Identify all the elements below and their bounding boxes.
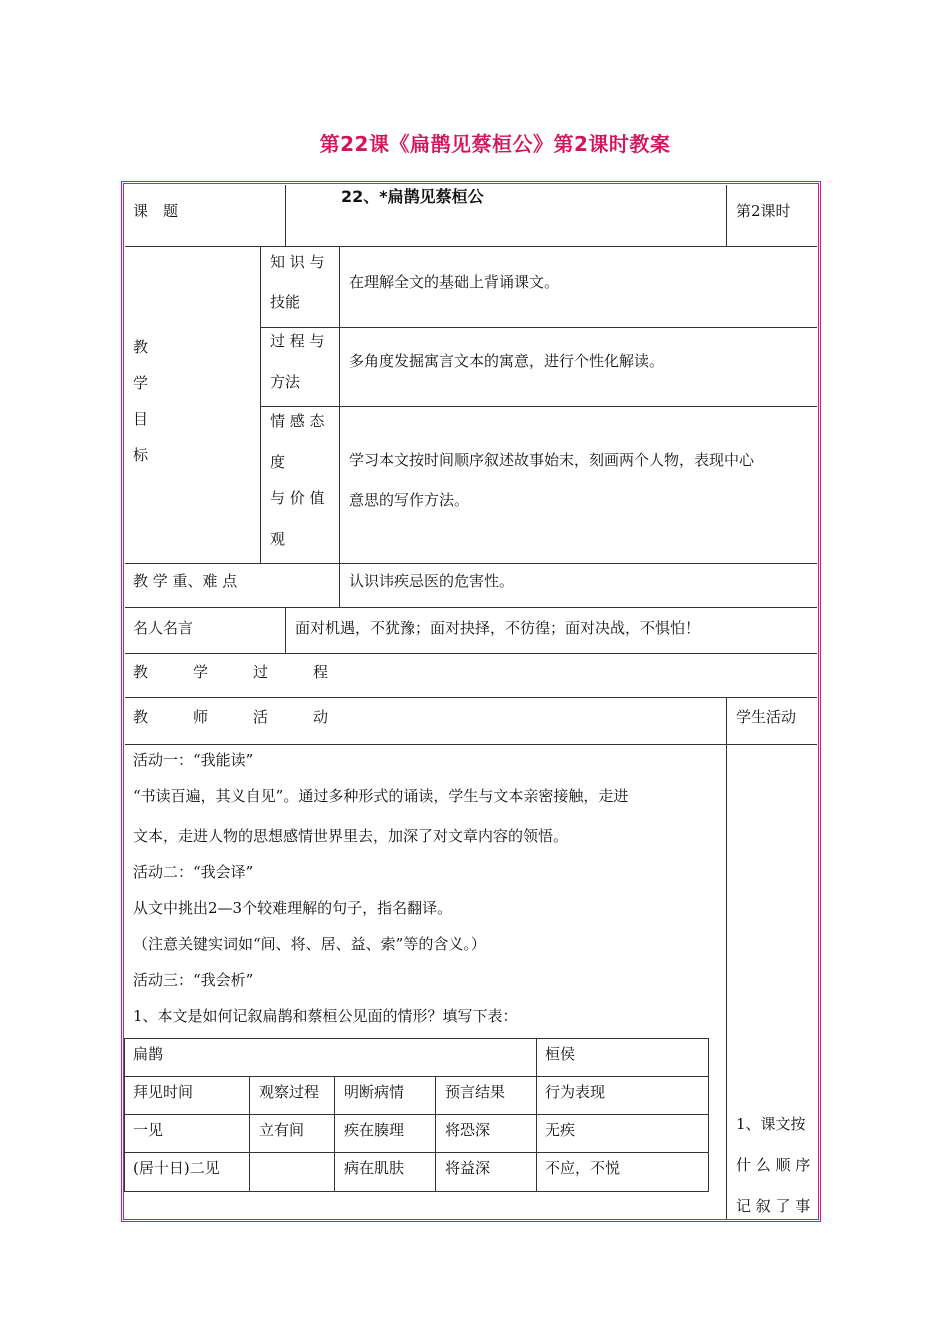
inner-group-header: 扁鹊 (133, 1045, 164, 1063)
teacher-activity-line: 1、本文是如何记叙扁鹊和蔡桓公见面的情形？填写下表： (133, 1007, 518, 1025)
objective-category: 知 识 与 (270, 253, 325, 271)
student-activity-line: 什 么 顺 序 (736, 1156, 811, 1174)
grid-line (125, 246, 817, 247)
student-activity-line: 1、课文按 (736, 1115, 806, 1133)
teacher-activity-line: 活动二：“我会译” (133, 863, 254, 881)
inner-grid-line (708, 1038, 709, 1192)
inner-table-cell: 病在肌肤 (344, 1159, 405, 1177)
inner-grid-line (124, 1076, 709, 1077)
inner-grid-line (435, 1076, 436, 1192)
grid-line (125, 653, 817, 654)
lesson-name: 22、*扁鹊见蔡桓公 (341, 187, 484, 206)
objective-category: 度 (270, 453, 286, 471)
objective-content: 意思的写作方法。 (349, 491, 470, 509)
objective-content: 多角度发掘寓言文本的寓意，进行个性化解读。 (349, 352, 665, 370)
grid-line (726, 697, 727, 1219)
inner-table-cell: 一见 (133, 1121, 164, 1139)
inner-grid-line (124, 1038, 125, 1192)
quote-label: 名人名言 (133, 619, 194, 637)
inner-grid-line (124, 1114, 709, 1115)
process-label: 教 学 过 程 (133, 663, 329, 681)
grid-line (125, 744, 817, 745)
objective-category: 情 感 态 (270, 412, 325, 430)
teacher-activity-line: （注意关键实词如“间、将、居、益、索”等的含义。） (133, 935, 486, 953)
inner-column-header: 拜见时间 (133, 1083, 194, 1101)
grid-line (285, 185, 286, 247)
grid-line (260, 246, 261, 564)
inner-column-header: 行为表现 (545, 1083, 606, 1101)
grid-line (285, 607, 286, 654)
objective-category: 与 价 值 (270, 489, 325, 507)
objectives-label-char: 标 (133, 446, 149, 464)
inner-table-cell: (居十日)二见 (133, 1159, 220, 1177)
objective-category: 方法 (270, 373, 301, 391)
student-activity-line: 记 叙 了 事 (736, 1197, 811, 1215)
grid-line (726, 185, 727, 247)
student-activity-header: 学生活动 (736, 708, 797, 726)
inner-grid-line (124, 1152, 709, 1153)
objectives-label-char: 目 (133, 410, 149, 428)
inner-grid-line (249, 1076, 250, 1192)
grid-line (260, 327, 340, 328)
objective-category: 观 (270, 530, 286, 548)
grid-line (125, 563, 817, 564)
quote-content: 面对机遇，不犹豫；面对抉择，不彷徨；面对决战，不惧怕！ (295, 619, 701, 637)
objective-content: 学习本文按时间顺序叙述故事始末，刻画两个人物，表现中心 (349, 451, 755, 469)
inner-grid-line (124, 1191, 709, 1192)
grid-line (260, 406, 817, 407)
inner-column-header: 观察过程 (259, 1083, 320, 1101)
objective-category: 过 程 与 (270, 332, 325, 350)
inner-column-header: 明断病情 (344, 1083, 405, 1101)
grid-line (339, 327, 817, 328)
teacher-activity-line: 文本，走进人物的思想感情世界里去，加深了对文章内容的领悟。 (133, 827, 569, 845)
inner-table-cell: 无疾 (545, 1121, 576, 1139)
objectives-label-char: 学 (133, 374, 149, 392)
objective-content: 在理解全文的基础上背诵课文。 (349, 273, 560, 291)
inner-table-cell: 将恐深 (445, 1121, 491, 1139)
inner-table-cell: 立有间 (259, 1121, 305, 1139)
grid-line (339, 246, 340, 608)
lesson-period: 第2课时 (736, 202, 791, 220)
lesson-plan-table (121, 181, 821, 1222)
objectives-label-char: 教 (133, 338, 149, 356)
inner-table-cell: 不应，不悦 (545, 1159, 621, 1177)
document-title: 第22课《扁鹊见蔡桓公》第2课时教案 (319, 132, 671, 156)
inner-group-header: 桓侯 (545, 1045, 576, 1063)
teacher-activity-line: 活动三：“我会析” (133, 971, 254, 989)
inner-grid-line (334, 1076, 335, 1192)
teacher-activity-line: 从文中挑出2—3个较难理解的句子，指名翻译。 (133, 899, 453, 917)
teacher-activity-line: 活动一：“我能读” (133, 751, 254, 769)
key-points-content: 认识讳疾忌医的危害性。 (349, 572, 515, 590)
inner-grid-line (536, 1038, 537, 1192)
inner-column-header: 预言结果 (445, 1083, 506, 1101)
inner-table-cell: 将益深 (445, 1159, 491, 1177)
inner-table-cell: 疾在腠理 (344, 1121, 405, 1139)
key-points-label: 教 学 重、难 点 (133, 572, 238, 590)
topic-label: 课 题 (133, 202, 179, 220)
teacher-activity-line: “书读百遍，其义自见”。通过多种形式的诵读，学生与文本亲密接触，走进 (133, 787, 629, 805)
objective-category: 技能 (270, 293, 301, 311)
grid-line (125, 697, 817, 698)
teacher-activity-header: 教 师 活 动 (133, 708, 329, 726)
grid-line (125, 607, 817, 608)
inner-grid-line (124, 1038, 709, 1039)
